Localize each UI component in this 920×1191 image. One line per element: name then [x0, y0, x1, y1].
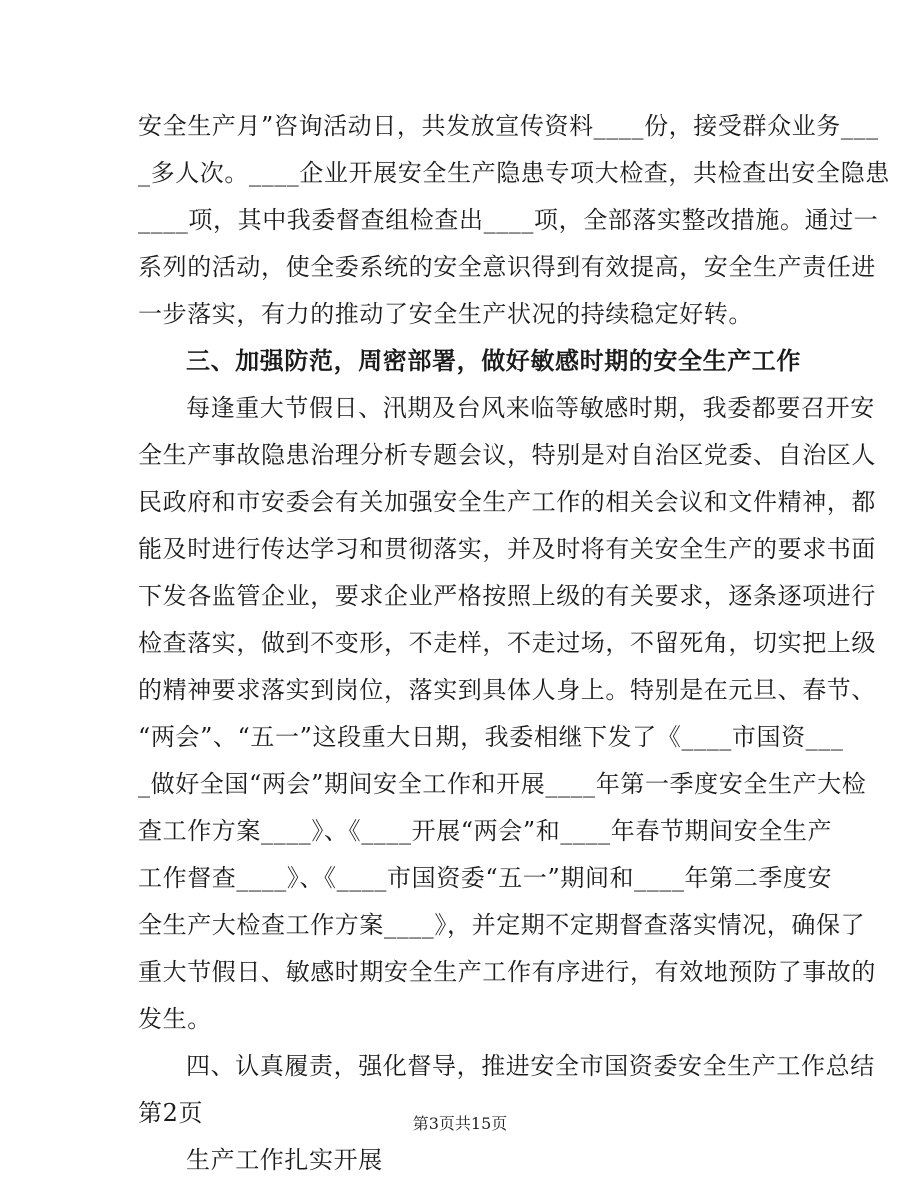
text-line: _做好全国“两会”期间安全工作和开展____年第一季度安全生产大检	[138, 770, 867, 798]
text-line: 生产工作扎实开展	[186, 1146, 383, 1174]
text-line: 的精神要求落实到岗位，落实到具体人身上。特别是在元旦、春节、	[138, 676, 876, 704]
text-line: 下发各监管企业，要求企业严格按照上级的有关要求，逐条逐项进行	[138, 582, 876, 610]
section-heading-3: 三、加强防范，周密部署，做好敏感时期的安全生产工作	[186, 346, 801, 375]
text-line: 重大节假日、敏感时期安全生产工作有序进行，有效地预防了事故的	[138, 958, 876, 986]
text-line: _多人次。____企业开展安全生产隐患专项大检查，共检查出安全隐患	[138, 159, 890, 187]
text-line: 检查落实，做到不变形，不走样，不走过场，不留死角，切实把上级	[138, 629, 876, 657]
text-line: “两会”、“五一”这段重大日期，我委相继下发了《____市国资___	[138, 723, 844, 751]
text-line: 一步落实，有力的推动了安全生产状况的持续稳定好转。	[138, 300, 753, 328]
text-line: 能及时进行传达学习和贯彻落实，并及时将有关安全生产的要求书面	[138, 535, 876, 563]
text-line: ____项，其中我委督查组检查出____项，全部落实整改措施。通过一	[138, 206, 879, 234]
section-heading-4: 四、认真履责，强化督导，推进安全市国资委安全生产工作总结	[186, 1052, 875, 1080]
text-line: 每逢重大节假日、汛期及台风来临等敏感时期，我委都要召开安	[186, 394, 875, 422]
text-line: 安全生产月”咨询活动日，共发放宣传资料____份，接受群众业务___	[138, 112, 879, 140]
text-line: 查工作方案____》、《____开展“两会”和____年春节期间安全生产	[138, 817, 833, 845]
text-line: 民政府和市安委会有关加强安全生产工作的相关会议和文件精神，都	[138, 488, 876, 516]
text-line: 第2页	[138, 1099, 204, 1127]
text-line: 系列的活动，使全委系统的安全意识得到有效提高，安全生产责任进	[138, 253, 876, 281]
text-line: 工作督查____》、《____市国资委“五一”期间和____年第二季度安	[138, 864, 833, 892]
text-line: 全生产大检查工作方案____》，并定期不定期督查落实情况，确保了	[138, 911, 866, 939]
page-number-footer: 第3页共15页	[412, 1114, 508, 1133]
text-line: 发生。	[138, 1005, 212, 1033]
text-line: 全生产事故隐患治理分析专题会议，特别是对自治区党委、自治区人	[138, 441, 876, 469]
